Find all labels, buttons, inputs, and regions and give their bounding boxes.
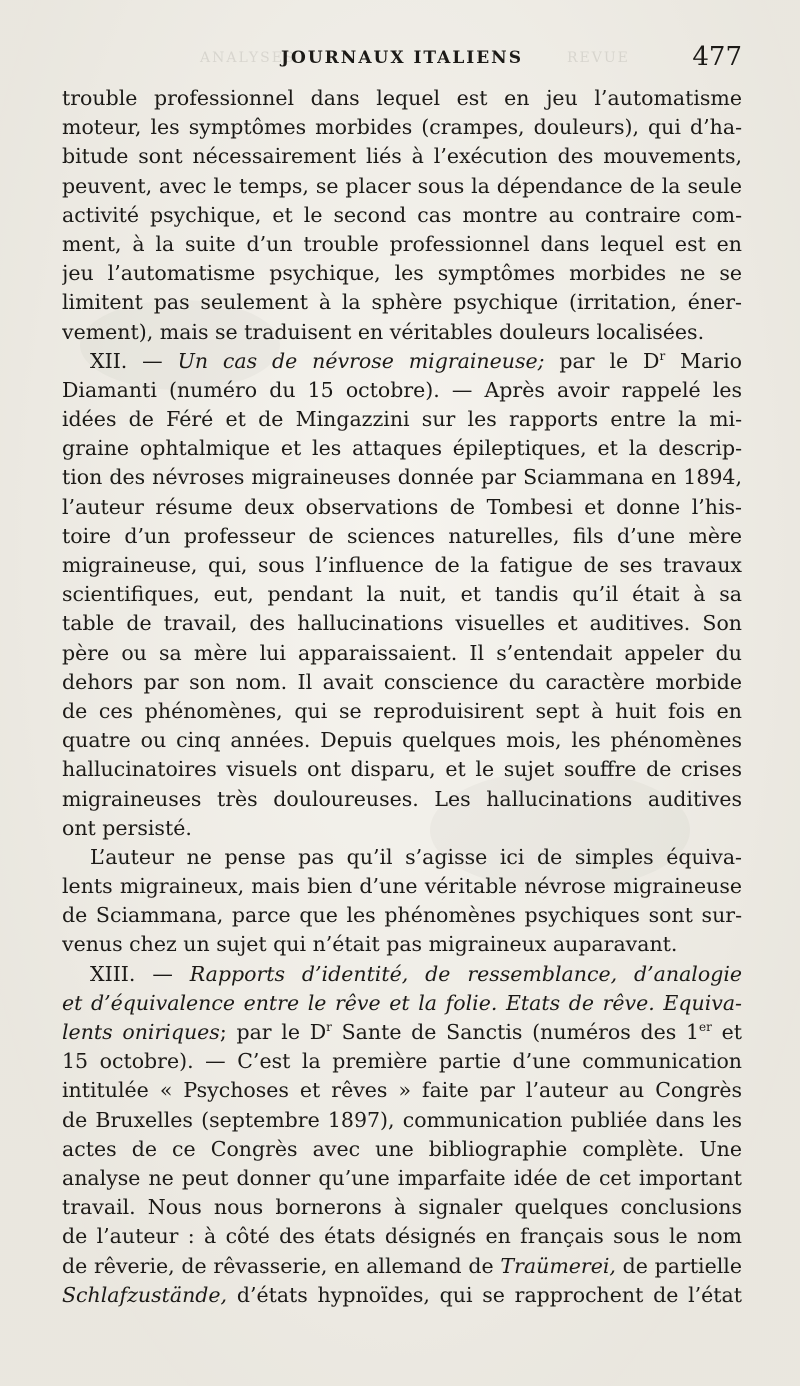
text-line	[62, 142, 742, 171]
text-segment: bitude sont nécessairement liés à l’exécution des mouvements,	[62, 144, 742, 169]
text-line	[62, 755, 742, 784]
text-segment: l’auteur résume deux observations de Tombesi et donne l’his-	[62, 494, 742, 519]
text-segment: ment, à la suite d’un trouble professionnel dans lequel est en	[62, 231, 742, 256]
text-segment: limitent pas seulement à la sphère psychique (irritation, éner-	[62, 290, 742, 315]
text-line	[62, 668, 742, 697]
text-line	[62, 347, 742, 376]
text-line	[62, 726, 742, 755]
text-line	[62, 580, 742, 609]
show-through-text: REVUE	[567, 50, 630, 66]
text-line	[62, 843, 742, 872]
text-line	[62, 172, 742, 201]
text-line	[62, 785, 742, 814]
superscript: r	[326, 1020, 332, 1034]
text-segment: Sante de Sanctis (numéros des 1	[331, 1020, 700, 1044]
text-line	[62, 814, 742, 843]
text-segment: XIII. —	[90, 961, 190, 986]
text-segment: venus chez un sujet qui n’était pas migraineux auparavant.	[62, 932, 678, 957]
text-line	[62, 1252, 742, 1281]
text-line	[62, 989, 742, 1018]
text-segment: XII. —	[90, 348, 178, 373]
text-line	[62, 551, 742, 580]
italic-text: Un cas de névrose migraineuse;	[177, 348, 545, 373]
text-segment: graine ophtalmique et les attaques épileptiques, et la descrip-	[62, 436, 742, 461]
text-segment: Diamanti (numéro du 15 octobre). — Après avoir rappelé les	[62, 377, 742, 402]
text-line	[62, 1076, 742, 1105]
text-line	[62, 259, 742, 288]
text-segment: ; par le D	[219, 1020, 327, 1044]
text-segment: table de travail, des hallucinations visuelles et auditives. Son	[62, 611, 742, 636]
text-line	[62, 230, 742, 259]
italic-text: et d’équivalence entre le rêve et la folie. Etats de rêve. Equiva-	[62, 990, 742, 1015]
text-segment: lents migraineux, mais bien d’une véritable névrose migraineuse	[62, 874, 742, 899]
text-segment: Mario	[665, 348, 742, 373]
text-line	[62, 872, 742, 901]
text-line	[62, 1164, 742, 1193]
text-line	[62, 1222, 742, 1251]
show-through-text: ANALYSES	[200, 50, 296, 66]
text-line	[62, 1106, 742, 1135]
page-number: 477	[692, 42, 742, 72]
text-segment: peuvent, avec le temps, se placer sous la dépendance de la seule	[62, 173, 742, 198]
running-head: JOURNAUX ITALIENS	[280, 48, 523, 68]
text-segment: jeu l’automatisme psychique, les symptômes morbides ne se	[62, 261, 742, 286]
text-line	[62, 697, 742, 726]
text-segment: activité psychique, et le second cas montre au contraire com-	[62, 202, 742, 227]
text-segment: de partielle	[615, 1253, 742, 1278]
italic-text: Schlafzustände,	[62, 1282, 228, 1307]
text-segment: moteur, les symptômes morbides (crampes, douleurs), qui d’ha-	[62, 115, 742, 140]
text-line	[62, 901, 742, 930]
text-line	[62, 1018, 742, 1047]
text-segment: 15 octobre). — C’est la première partie d’une communication	[62, 1049, 742, 1074]
text-segment: travail. Nous nous bornerons à signaler quelques conclusions	[62, 1195, 742, 1220]
text-segment: vement), mais se traduisent en véritables douleurs localisées.	[62, 319, 705, 344]
text-segment: de rêverie, de rêvasserie, en allemand de	[62, 1253, 501, 1278]
text-line	[62, 201, 742, 230]
text-segment: tion des névroses migraineuses donnée par Sciammana en 1894,	[62, 465, 742, 490]
text-segment: analyse ne peut donner qu’une imparfaite idée de cet important	[62, 1165, 742, 1190]
text-segment: migraineuses très douloureuses. Les hallucinations auditives	[62, 786, 742, 811]
text-line	[62, 522, 742, 551]
text-segment: idées de Féré et de Mingazzini sur les rapports entre la mi-	[62, 407, 742, 432]
text-segment: de Bruxelles (septembre 1897), communication publiée dans les	[62, 1107, 742, 1132]
text-line	[62, 463, 742, 492]
text-segment: par le D	[544, 348, 660, 373]
italic-text: lents oniriques	[62, 1020, 220, 1044]
text-segment: hallucinatoires visuels ont disparu, et le sujet souffre de crises	[62, 757, 742, 782]
text-segment: de Sciammana, parce que les phénomènes psychiques sont sur-	[62, 903, 742, 928]
text-segment: dehors par son nom. Il avait conscience du caractère morbide	[62, 669, 742, 694]
text-line	[62, 84, 742, 113]
text-segment: actes de ce Congrès avec une bibliographie complète. Une	[62, 1136, 742, 1161]
text-line	[62, 288, 742, 317]
text-segment: d’états hypnoïdes, qui se rapprochent de l’état	[227, 1282, 742, 1307]
text-line	[62, 376, 742, 405]
italic-text: Rapports d’identité, de ressemblance, d’analogie	[189, 961, 742, 986]
text-line	[62, 1047, 742, 1076]
text-line	[62, 930, 742, 959]
text-segment: de ces phénomènes, qui se reproduisirent sept à huit fois en	[62, 698, 742, 723]
superscript: r	[659, 348, 666, 363]
text-segment: L’auteur ne pense pas qu’il s’agisse ici de simples équiva-	[90, 844, 742, 869]
text-segment: père ou sa mère lui apparaissaient. Il s’entendait appeler du	[62, 640, 742, 665]
text-line	[62, 493, 742, 522]
text-line	[62, 639, 742, 668]
text-segment: intitulée « Psychoses et rêves » faite par l’auteur au Congrès	[62, 1078, 742, 1103]
text-line	[62, 318, 742, 347]
text-segment: et	[711, 1020, 742, 1044]
text-line	[62, 1281, 742, 1310]
text-line	[62, 609, 742, 638]
text-line	[62, 405, 742, 434]
text-segment: de l’auteur : à côté des états désignés en français sous le nom	[62, 1224, 742, 1249]
text-segment: trouble professionnel dans lequel est en jeu l’automatisme	[62, 86, 742, 110]
text-segment: scientifiques, eut, pendant la nuit, et tandis qu’il était à sa	[62, 582, 742, 607]
text-segment: migraineuse, qui, sous l’influence de la fatigue de ses travaux	[62, 553, 742, 577]
text-segment: toire d’un professeur de sciences naturelles, fils d’une mère	[62, 523, 742, 548]
text-segment: ont persisté.	[62, 815, 192, 840]
page-header	[62, 44, 742, 74]
text-segment: quatre ou cinq années. Depuis quelques mois, les phénomènes	[62, 728, 742, 753]
italic-text: Traümerei,	[500, 1253, 616, 1278]
text-line	[62, 113, 742, 142]
body-text	[62, 84, 742, 1310]
text-line	[62, 960, 742, 989]
text-line	[62, 1135, 742, 1164]
text-line	[62, 434, 742, 463]
superscript: er	[699, 1020, 712, 1034]
text-line	[62, 1193, 742, 1222]
